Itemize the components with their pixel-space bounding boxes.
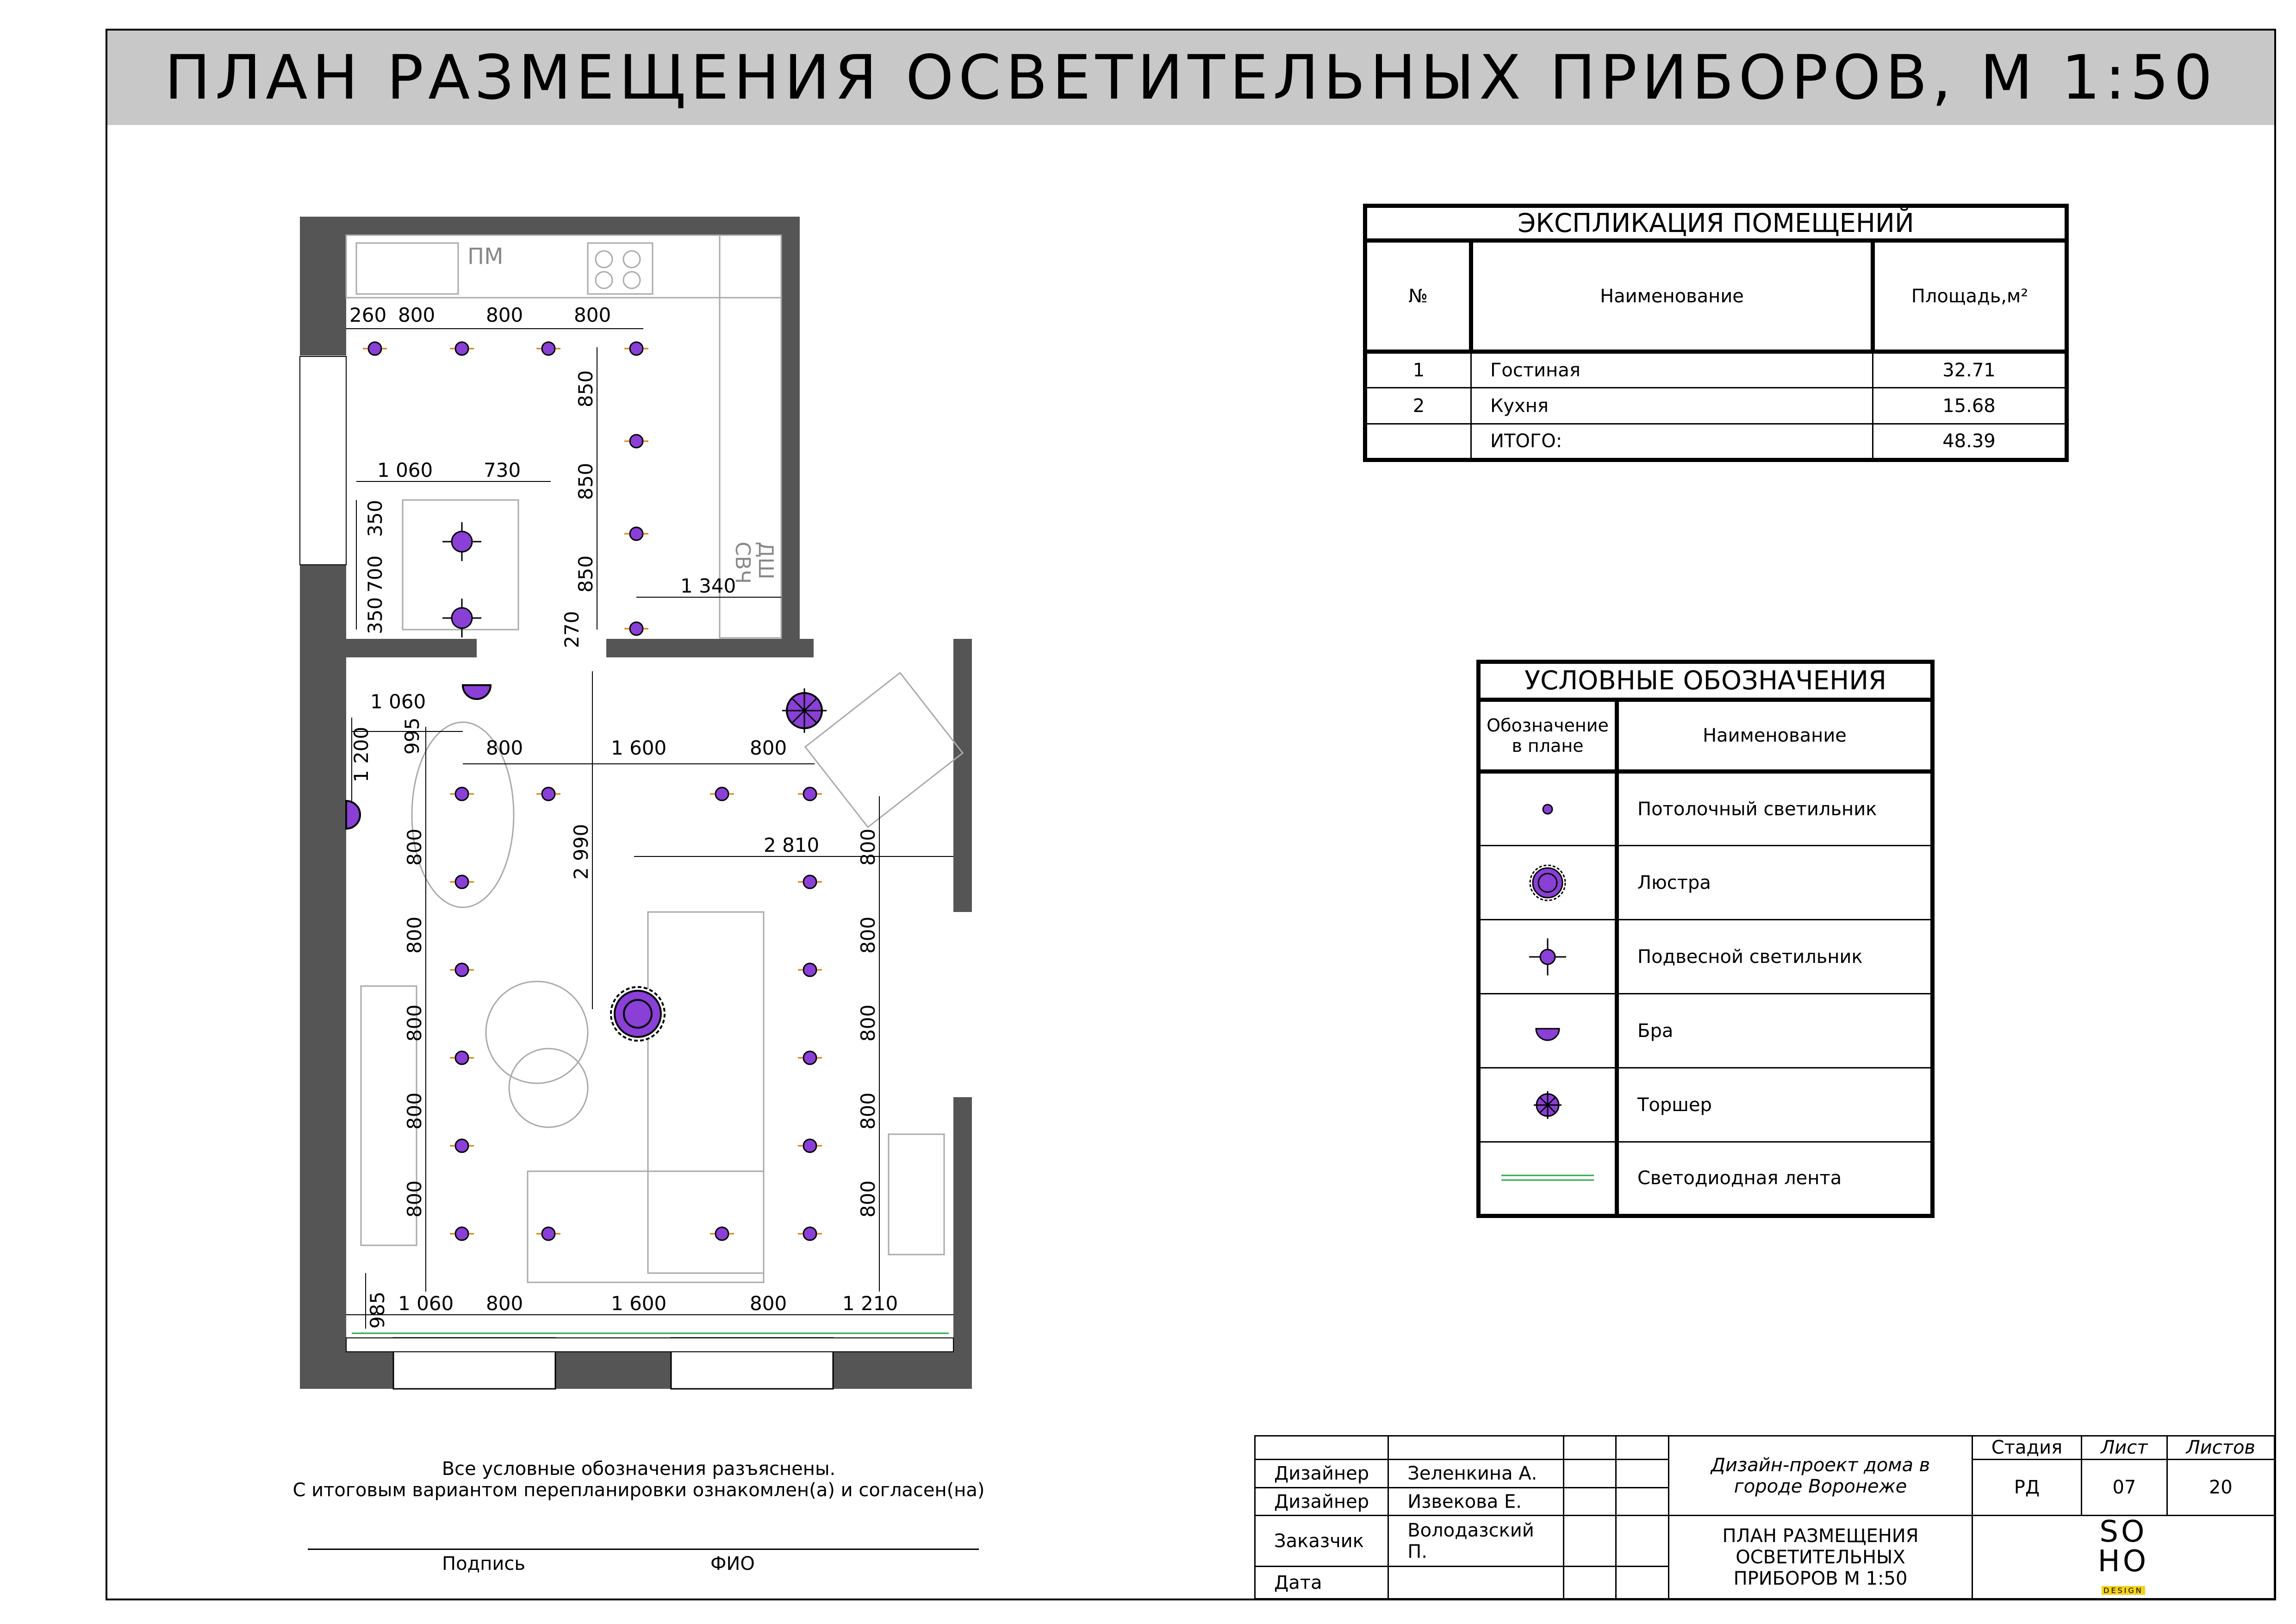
stamp-role: Дизайнер [1255,1459,1388,1487]
explication-header-num: № [1365,241,1471,352]
sconce-icon [463,685,491,699]
dim-living-800-a: 800 [486,737,523,759]
stamp-sheets: 20 [2167,1459,2274,1516]
explication-header-area: Площадь,м² [1873,241,2067,352]
appliance-label-svch: СВЧ [731,542,754,584]
explication-row-num: 1 [1365,352,1471,388]
dim-kitchen-270: 270 [560,611,583,648]
ceiling-light-icon [798,875,822,888]
dim-kitchen-1060: 1 060 [377,459,433,481]
signature-label: Подпись [442,1553,525,1574]
ceiling-light-icon [798,1051,822,1064]
dim-kitchen-260: 260 [349,304,387,326]
dim-living-right-4: 800 [857,1092,879,1130]
dim-living-bottom-800-b: 800 [750,1292,787,1315]
dim-living-left-3: 800 [403,1004,426,1042]
dim-living-985: 985 [366,1291,389,1329]
explication-row-area: 15.68 [1873,388,2067,424]
dim-kitchen-800-b: 800 [486,304,523,326]
dim-living-2810: 2 810 [764,834,820,856]
legend-item-name: Потолочный светильник [1617,772,1933,846]
explication-row-num [1365,424,1471,460]
explication-row-area: 32.71 [1873,352,2067,388]
floor-plan [292,208,1032,1403]
notes-line-2: С итоговым вариантом перепланировки ознакомлен(а) и согласен(на) [292,1480,985,1501]
legend-header-name: Наименование [1617,700,1933,772]
dim-living-left-1: 800 [403,828,426,866]
logo-bottom: HO [2097,1544,2149,1579]
stamp-sheet-label: Лист [2082,1436,2167,1460]
floor-lamp-icon [1524,1082,1571,1128]
dim-living-right-3: 800 [857,1004,879,1042]
explication-row-area: 48.39 [1873,424,2067,460]
dim-living-800-b: 800 [750,737,787,759]
stamp-person: Зеленкина А. [1388,1459,1563,1487]
stamp-person: Володазский П. [1388,1516,1563,1567]
ceiling-light-icon [363,342,387,355]
ceiling-light-icon [536,342,560,355]
stamp-stage-label: Стадия [1972,1436,2081,1460]
stamp-person: Извекова Е. [1388,1487,1563,1516]
dim-kitchen-700: 700 [364,555,386,593]
stamp-sheets-label: Листов [2167,1436,2274,1460]
stamp-sheet: 07 [2082,1459,2167,1516]
legend-item-name: Люстра [1617,846,1933,920]
dim-living-right-5: 800 [857,1180,879,1218]
explication-header-name: Наименование [1471,241,1873,352]
ceiling-light-icon [450,1139,474,1152]
dim-kitchen-850-b: 850 [574,462,597,500]
dim-living-1200: 1 200 [350,726,373,782]
dim-kitchen-1340: 1 340 [680,575,736,597]
dim-living-1060: 1 060 [370,690,426,713]
dim-living-bottom-1210: 1 210 [842,1292,898,1315]
dim-living-995: 995 [401,717,423,755]
ceiling-light-icon [798,1139,822,1152]
legend-item-name: Бра [1617,994,1933,1068]
chandelier-icon [1524,860,1571,906]
pendant-light-icon [1524,934,1571,980]
signature-line [308,1549,979,1550]
stamp-role: Дата [1255,1567,1388,1599]
stamp-person [1388,1567,1563,1599]
dim-kitchen-730: 730 [484,459,521,481]
floor-lamp-icon [782,688,827,733]
ceiling-light-icon [798,963,822,976]
ceiling-light-icon [798,787,822,800]
sconce-icon [346,801,360,829]
ceiling-light-icon [536,787,560,800]
dim-kitchen-350-b: 350 [364,597,386,634]
explication-table [1363,204,2069,462]
dim-kitchen-800-c: 800 [574,304,611,326]
stamp-role: Заказчик [1255,1516,1388,1567]
dim-living-left-2: 800 [403,916,426,954]
explication-title: ЭКСПЛИКАЦИЯ ПОМЕЩЕНИЙ [1365,206,2067,241]
stamp-project: Дизайн-проект дома в городе Воронеже [1669,1436,1972,1516]
sheet-title-bar [107,31,2274,125]
dim-living-left-5: 800 [403,1180,426,1218]
chandelier-icon [611,987,665,1041]
explication-row-name: Кухня [1471,388,1873,424]
dim-living-right-2: 800 [857,916,879,954]
ceiling-light-icon [710,1227,734,1240]
ceiling-light-icon [624,435,648,448]
dim-living-2990: 2 990 [570,824,592,880]
stamp-stage: РД [1972,1459,2081,1516]
dim-kitchen-850-c: 850 [574,555,597,593]
ceiling-light-icon [624,527,648,540]
ceiling-light-icon [1534,795,1562,823]
title-block [1254,1435,2275,1599]
legend-header-symbol: Обозначение в плане [1479,700,1617,772]
appliance-label-dsh: ДШ [754,542,778,580]
stamp-role: Дизайнер [1255,1487,1388,1516]
pendant-light-icon [442,522,481,561]
legend-item-name: Торшер [1617,1068,1933,1142]
notes-line-1: Все условные обозначения разъяснены. [442,1458,836,1480]
sconce-icon [1529,1017,1566,1045]
sheet-title: ПЛАН РАЗМЕЩЕНИЯ ОСВЕТИТЕЛЬНЫХ ПРИБОРОВ, М 1:50 [164,42,2217,113]
fio-label: ФИО [710,1553,755,1574]
ceiling-light-icon [450,342,474,355]
legend-table [1476,660,1935,1218]
dim-living-left-4: 800 [403,1092,426,1130]
dim-living-bottom-1060: 1 060 [398,1292,454,1315]
appliance-label-pm: ПМ [467,244,504,269]
legend-item-name: Светодиодная лента [1617,1142,1933,1216]
logo-top: SO [2099,1514,2147,1549]
notes-block [292,1458,986,1501]
ceiling-light-icon [450,963,474,976]
ceiling-light-icon [536,1227,560,1240]
pendant-light-icon [442,599,481,637]
explication-row-name: ИТОГО: [1471,424,1873,460]
explication-row-num: 2 [1365,388,1471,424]
dim-living-right-1: 800 [857,828,879,866]
dim-kitchen-350-a: 350 [364,500,386,537]
explication-row-name: Гостиная [1471,352,1873,388]
soho-logo [1972,1516,2274,1599]
ceiling-light-icon [624,342,648,355]
dim-kitchen-800-a: 800 [398,304,436,326]
ceiling-light-icon [450,787,474,800]
ceiling-light-icon [450,1051,474,1064]
ceiling-light-icon [710,787,734,800]
dim-living-bottom-800-a: 800 [486,1292,523,1315]
legend-item-name: Подвесной светильник [1617,920,1933,994]
ceiling-light-icon [450,875,474,888]
logo-sub: DESIGN [2102,1586,2145,1595]
dim-living-bottom-1600: 1 600 [611,1292,667,1315]
ceiling-light-icon [798,1227,822,1240]
ceiling-light-icon [450,1227,474,1240]
legend-title: УСЛОВНЫЕ ОБОЗНАЧЕНИЯ [1479,662,1933,700]
ceiling-light-icon [624,622,648,635]
dim-kitchen-850-a: 850 [574,370,597,407]
dim-living-1600-a: 1 600 [611,737,667,759]
led-strip-icon [1499,1169,1596,1187]
stamp-sheet-title: ПЛАН РАЗМЕЩЕНИЯ ОСВЕТИТЕЛЬНЫХ ПРИБОРОВ М 1:50 [1669,1516,1972,1599]
